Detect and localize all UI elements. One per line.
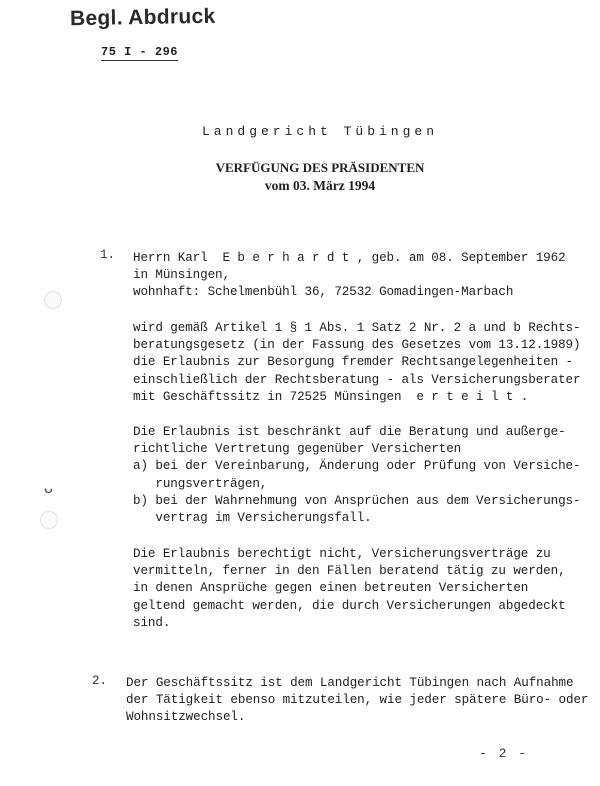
margin-mark: ᴗ bbox=[44, 480, 53, 497]
item-number: 2. bbox=[92, 674, 108, 688]
page-number: - 2 - bbox=[478, 746, 528, 761]
exclusion-paragraph: Die Erlaubnis berechtigt nicht, Versicherungsverträge zu vermitteln, ferner in den Fällen beratend tätig zu werden, in denen Ansprüche gegen einen betreuten Versicherten geltend gemacht werden, die durch Versicherungen abgedeckt sind. bbox=[133, 547, 566, 630]
punch-hole-mark bbox=[44, 291, 62, 309]
punch-hole-mark bbox=[40, 511, 58, 529]
file-number: 75 I - 296 bbox=[101, 45, 179, 59]
business-seat-paragraph: Der Geschäftssitz ist dem Landgericht Tübingen nach Aufnahme der Tätigkeit ebenso mitzuteilen, wie jeder spätere Büro- oder Wohnsitzwechsel. bbox=[126, 676, 589, 725]
restriction-paragraph: Die Erlaubnis ist beschränkt auf die Beratung und außerge- richtliche Vertretung gegenüber Versicherten a) bei der Vereinbarung, Änderung oder Prüfung von Versiche- rungsverträgen, b) bei der Wahrnehmung von Ansprüchen aus dem Versicherungs- vertrag im Versicherungsfall. bbox=[133, 425, 581, 526]
recipient-paragraph: Herrn Karl E b e r h a r d t , geb. am 08. September 1962 in Münsingen, wohnhaft: Schelmenbühl 36, 72532 Gomadingen-Marbach bbox=[133, 251, 566, 300]
court-name: Landgericht Tübingen bbox=[201, 124, 439, 139]
certified-copy-stamp: Begl. Abdruck bbox=[69, 4, 216, 31]
order-date: vom 03. März 1994 bbox=[264, 178, 376, 193]
item-number: 1. bbox=[100, 248, 116, 262]
order-title: VERFÜGUNG DES PRÄSIDENTEN bbox=[215, 160, 425, 175]
permission-paragraph: wird gemäß Artikel 1 § 1 Abs. 1 Satz 2 Nr. 2 a und b Rechts- beratungsgesetz (in der Fassung des Gesetzes vom 13.12.1989) die Erlaubnis zur Besorgung fremder Rechtsangelegenheiten - einschließlich der Rechtsberatung - als Versicherungsberater mit Geschäftssitz in 72525 Münsingen e r t e i l t . bbox=[133, 321, 581, 404]
